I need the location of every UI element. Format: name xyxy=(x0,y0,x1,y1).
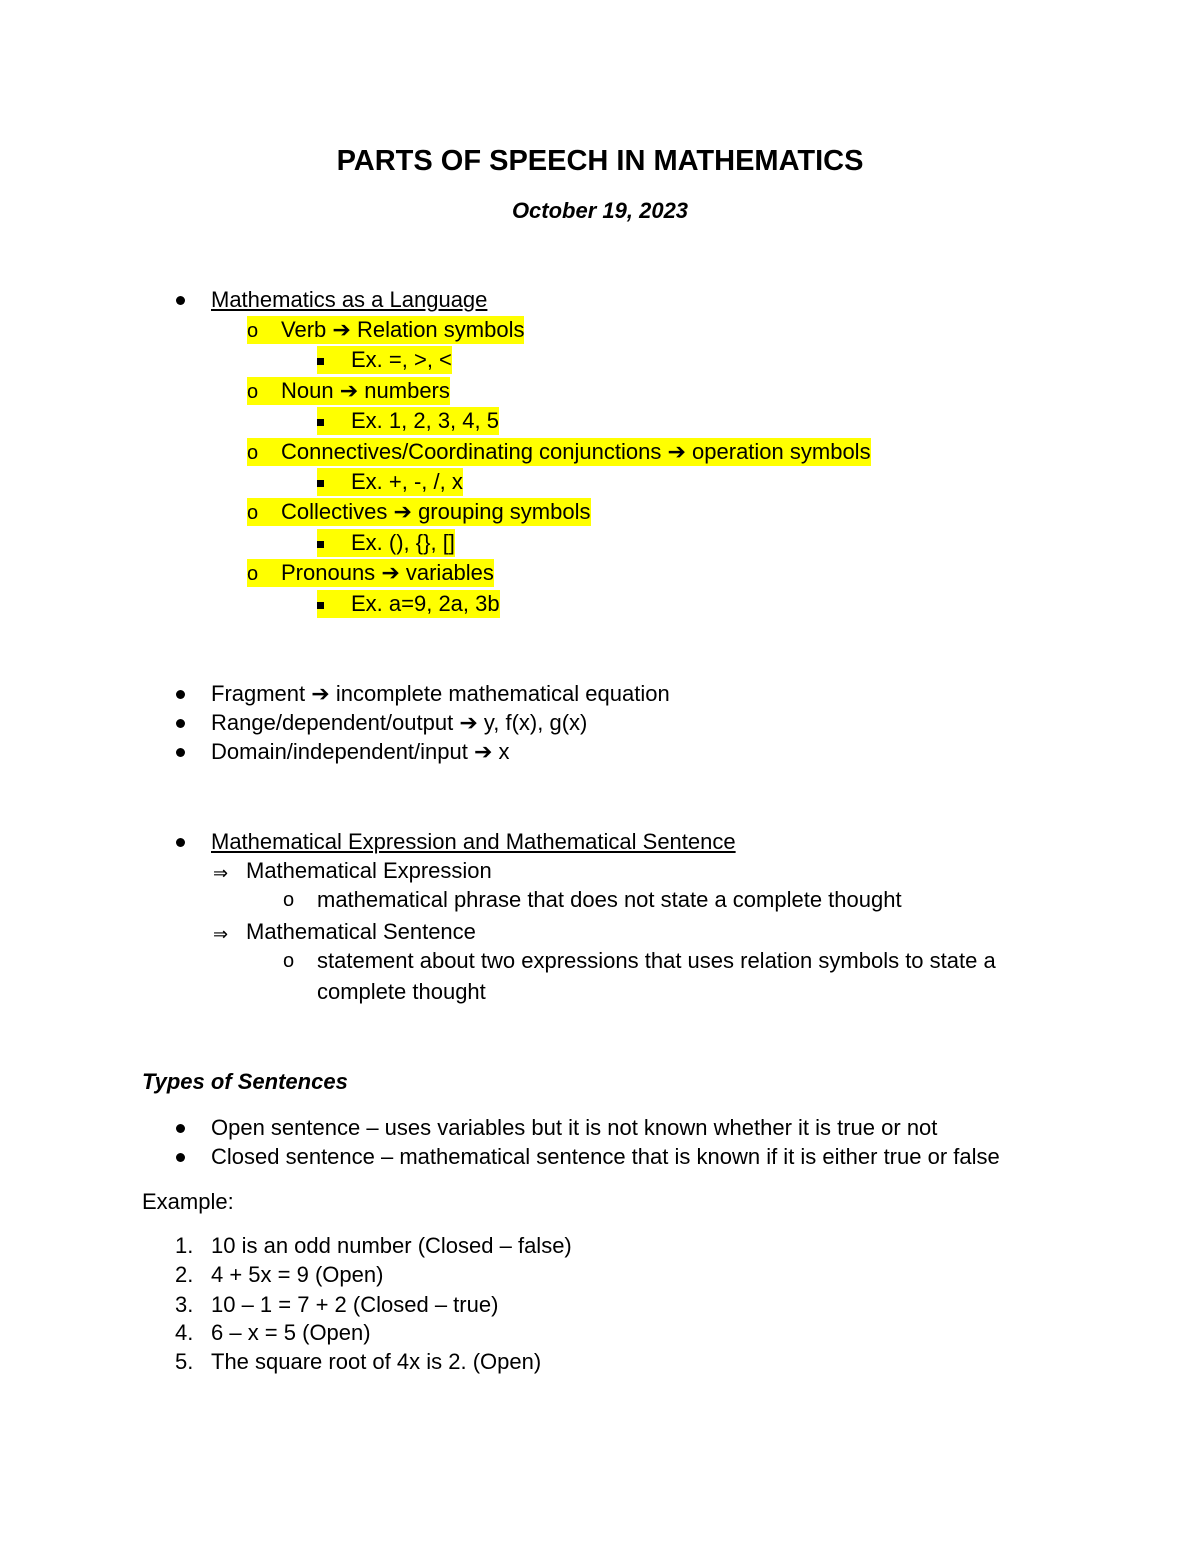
item-term: Connectives/Coordinating conjunctions xyxy=(281,439,662,464)
list-item xyxy=(175,1349,541,1375)
list-item xyxy=(175,1233,572,1259)
sentence-definition: statement about two expressions that uses relation symbols to state a xyxy=(317,948,996,973)
item-number: 5. xyxy=(175,1349,194,1374)
circle-bullet-icon: o xyxy=(247,442,259,464)
bullet-icon xyxy=(176,1124,185,1133)
arrow-icon: ➔ xyxy=(381,560,400,585)
list-item xyxy=(247,377,450,405)
list-item xyxy=(175,1262,383,1288)
list-item xyxy=(317,590,500,618)
list-item xyxy=(247,498,591,526)
implies-icon: ⇒ xyxy=(213,924,229,944)
page-title: PARTS OF SPEECH IN MATHEMATICS xyxy=(336,145,864,177)
bullet-icon xyxy=(176,838,185,847)
item-term: Domain/independent/input xyxy=(211,739,468,764)
item-meaning: incomplete mathematical equation xyxy=(335,681,670,706)
list-item xyxy=(211,739,510,765)
circle-bullet-icon: o xyxy=(247,320,259,342)
item-text: The square root of 4x is 2. (Open) xyxy=(211,1349,542,1374)
item-meaning: variables xyxy=(405,560,494,585)
item-meaning: y, f(x), g(x) xyxy=(483,710,588,735)
bullet-icon xyxy=(176,296,185,305)
sentence-label: Mathematical Sentence xyxy=(246,919,476,944)
arrow-icon: ➔ xyxy=(311,681,330,706)
item-number: 4. xyxy=(175,1320,194,1345)
bullet-icon xyxy=(176,690,185,699)
item-example: Ex. =, >, < xyxy=(351,347,452,372)
item-example: Ex. +, -, /, x xyxy=(351,469,463,494)
item-meaning: x xyxy=(498,739,510,764)
circle-bullet-icon: o xyxy=(247,502,259,524)
section1-heading: Mathematics as a Language xyxy=(211,287,488,312)
item-text: 6 – x = 5 (Open) xyxy=(211,1320,371,1345)
item-meaning: numbers xyxy=(364,378,450,403)
list-item xyxy=(317,529,455,557)
list-item xyxy=(317,346,452,374)
sentence-definition-cont: complete thought xyxy=(317,979,486,1004)
closed-sentence-item: Closed sentence – mathematical sentence that is known if it is either true or false xyxy=(211,1144,1000,1169)
item-number: 3. xyxy=(175,1292,194,1317)
item-example: Ex. a=9, 2a, 3b xyxy=(351,591,500,616)
section3-heading: Mathematical Expression and Mathematical Sentence xyxy=(211,829,736,854)
item-text: 10 – 1 = 7 + 2 (Closed – true) xyxy=(211,1292,499,1317)
expression-label: Mathematical Expression xyxy=(246,858,492,883)
arrow-icon: ➔ xyxy=(332,317,351,342)
list-item xyxy=(247,316,524,344)
item-example: Ex. (), {}, [] xyxy=(351,530,455,555)
item-term: Collectives xyxy=(281,499,388,524)
item-text: 4 + 5x = 9 (Open) xyxy=(211,1262,384,1287)
arrow-icon: ➔ xyxy=(473,739,493,764)
item-number: 2. xyxy=(175,1262,194,1287)
item-meaning: grouping symbols xyxy=(418,499,591,524)
square-bullet-icon xyxy=(317,602,324,609)
bullet-icon xyxy=(176,748,185,757)
list-item xyxy=(317,468,463,496)
item-term: Pronouns xyxy=(281,560,376,585)
example-label: Example: xyxy=(142,1189,234,1214)
item-term: Range/dependent/output xyxy=(211,710,454,735)
list-item xyxy=(211,681,670,707)
arrow-icon: ➔ xyxy=(393,499,412,524)
list-item xyxy=(211,710,587,736)
list-item xyxy=(247,559,494,587)
bullet-icon xyxy=(176,719,185,728)
list-item xyxy=(175,1292,498,1318)
item-example: Ex. 1, 2, 3, 4, 5 xyxy=(351,408,499,433)
circle-bullet-icon: o xyxy=(247,563,259,585)
circle-bullet-icon: o xyxy=(247,381,259,403)
arrow-icon: ➔ xyxy=(667,439,686,464)
expression-definition: mathematical phrase that does not state a complete thought xyxy=(317,887,902,912)
circle-bullet-icon: o xyxy=(283,889,295,911)
square-bullet-icon xyxy=(317,358,324,365)
arrow-icon: ➔ xyxy=(459,710,478,735)
types-heading: Types of Sentences xyxy=(142,1069,348,1094)
list-item xyxy=(247,438,871,466)
item-text: 10 is an odd number (Closed – false) xyxy=(211,1233,572,1258)
circle-bullet-icon: o xyxy=(283,950,295,972)
item-term: Fragment xyxy=(211,681,306,706)
item-term: Verb xyxy=(281,317,327,342)
bullet-icon xyxy=(176,1153,185,1162)
page-date: October 19, 2023 xyxy=(511,198,689,223)
implies-icon: ⇒ xyxy=(213,863,229,883)
square-bullet-icon xyxy=(317,541,324,548)
item-meaning: operation symbols xyxy=(692,439,871,464)
item-term: Noun xyxy=(281,378,334,403)
square-bullet-icon xyxy=(317,419,324,426)
list-item xyxy=(317,407,499,435)
list-item xyxy=(175,1320,371,1346)
item-number: 1. xyxy=(175,1233,194,1258)
item-meaning: Relation symbols xyxy=(356,317,525,342)
square-bullet-icon xyxy=(317,480,324,487)
arrow-icon: ➔ xyxy=(339,378,359,403)
open-sentence-item: Open sentence – uses variables but it is not known whether it is true or not xyxy=(211,1115,938,1140)
